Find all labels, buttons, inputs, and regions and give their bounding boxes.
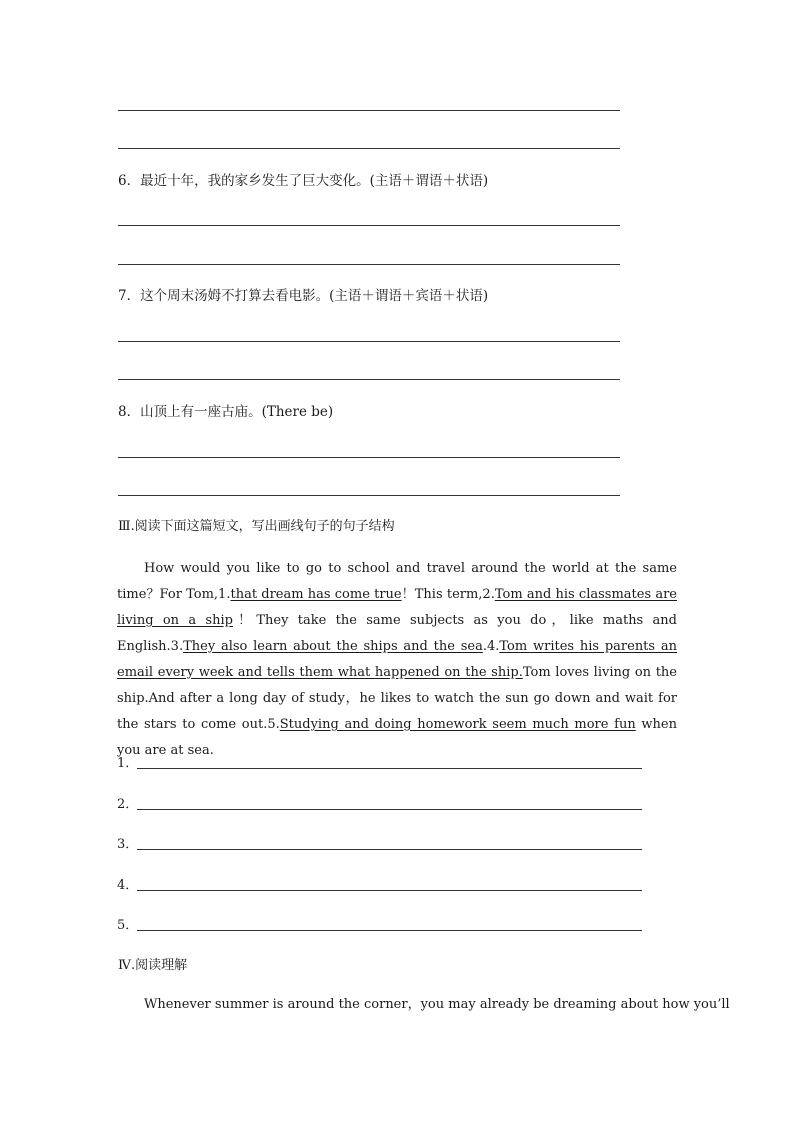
answer-row-2 [117,796,642,816]
question-number: 6． [118,173,141,189]
underlined-sentence-2: Tom and his classmates are living on a ship [117,587,677,628]
underlined-sentence-4: Tom writes his parents an email every week and tells them what happened on the ship. [117,639,677,680]
question-text: 最近十年，我的家乡发生了巨大变化。(主语＋谓语＋状语) [140,173,489,189]
answer-line [137,930,642,931]
answer-number: 5． [117,918,139,933]
answer-row-3 [117,836,642,856]
answer-number: 2． [117,797,139,812]
underlined-sentence-3: They also learn about the ships and the sea [183,639,483,654]
passage-text: How would you like to go to school and travel around the world at the same time？For Tom,1. [117,561,677,602]
answer-line [118,148,620,149]
answer-line [118,264,620,265]
answer-line [137,890,642,891]
answer-line [118,495,620,496]
question-number: 7． [118,288,141,304]
section-4-passage-start: Whenever summer is around the corner，you may already be dreaming about how you’ll [144,997,730,1012]
answer-row-4 [117,877,642,897]
answer-number: 4． [117,878,139,893]
question-6 [118,172,488,190]
answer-line [118,457,620,458]
question-7 [118,287,488,305]
passage-text: when you are at sea. [117,717,677,758]
answer-line [137,849,642,850]
underlined-sentence-5: Studying and doing homework seem much more fun [279,717,636,732]
answer-row-1 [117,755,642,775]
answer-line [137,768,642,769]
answer-number: 1． [117,756,139,771]
underlined-sentence-1: that dream has come true [230,587,402,602]
answer-line [118,225,620,226]
question-8 [118,403,333,421]
answer-line [137,809,642,810]
answer-line [118,379,620,380]
question-text: 山顶上有一座古庙。(There be) [140,404,334,420]
passage-text: ！They take the same subjects as you do，like maths and English.3. [117,613,677,654]
passage-text: ！This term,2. [401,587,495,602]
question-number: 8． [118,404,141,420]
answer-line [118,341,620,342]
passage-text: Tom loves living on the ship.And after a long day of study，he likes to watch the sun go down and wait for the stars to come out.5. [117,665,677,732]
question-text: 这个周末汤姆不打算去看电影。(主语＋谓语＋宾语＋状语) [140,288,489,304]
answer-line [118,110,620,111]
passage-text: .4. [482,639,500,654]
section-3-title: Ⅲ.阅读下面这篇短文，写出画线句子的句子结构 [118,519,395,534]
answer-number: 3． [117,837,139,852]
reading-passage [117,556,677,764]
section-4-title: Ⅳ.阅读理解 [118,958,188,973]
answer-row-5 [117,917,642,937]
